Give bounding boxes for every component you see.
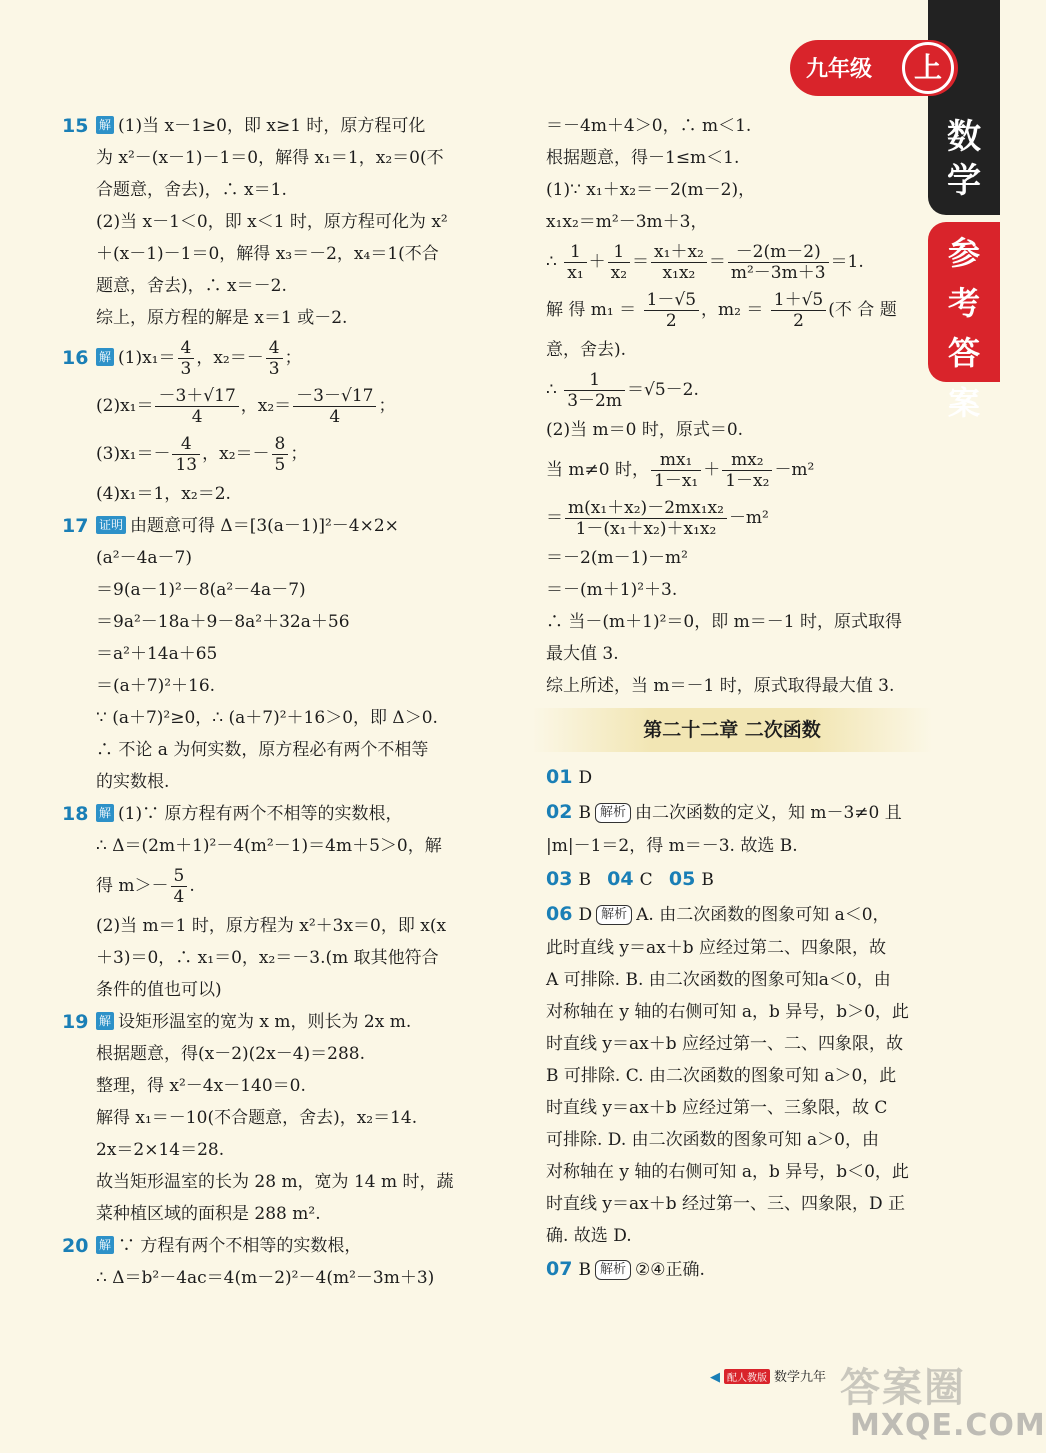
- watermark-text: 答案圈: [840, 1365, 966, 1411]
- fraction: [266, 338, 283, 379]
- denominator: 13: [175, 455, 198, 475]
- denominator: 2: [793, 311, 804, 331]
- fraction: [564, 370, 625, 411]
- math-text: ＋: [588, 252, 606, 272]
- math-text: －m²: [728, 508, 769, 528]
- answer-line: 最大值 3.: [546, 644, 619, 664]
- fraction: [651, 450, 701, 491]
- answer-line: 设矩形温室的宽为 x m，则长为 2x m.: [118, 1012, 412, 1032]
- denominator: 4: [329, 407, 341, 427]
- fraction: [171, 866, 188, 907]
- section-tab: [928, 222, 1000, 422]
- answer-line: 菜种植区域的面积是 288 m².: [96, 1204, 321, 1224]
- denominator: x₁x₂: [662, 263, 696, 283]
- choice: D: [578, 905, 593, 925]
- answer-line: ∵ 方程有两个不相等的实数根，: [118, 1236, 362, 1256]
- answer-02: [546, 795, 916, 830]
- answer-line: ＝a²＋14a＋65: [96, 644, 218, 664]
- edition-badge: 配人教版: [724, 1369, 770, 1384]
- answer-line: ∵ (a＋7)²≥0，∴ (a＋7)²＋16＞0，即 Δ＞0.: [96, 708, 438, 728]
- answer-line: (2)当 m＝1 时，原方程为 x²＋3x＝0，即 x(x: [96, 916, 447, 936]
- denominator: x₁: [567, 263, 584, 283]
- subject-tab: [928, 0, 1000, 215]
- analysis-text: ②④正确.: [634, 1260, 705, 1280]
- fraction: [564, 242, 586, 283]
- question-number: 17: [62, 515, 89, 537]
- answer-line: ∴ Δ＝b²－4ac＝4(m－2)²－4(m²－3m＋3): [96, 1268, 435, 1288]
- fraction-equation: [546, 494, 916, 542]
- fraction: [565, 498, 727, 539]
- answer-line: 条件的值也可以): [96, 980, 222, 1000]
- denominator: 3: [268, 359, 280, 379]
- math-text: .: [189, 876, 195, 896]
- fraction: [272, 434, 289, 475]
- numerator: 8: [272, 434, 289, 455]
- numerator: 1: [608, 242, 630, 263]
- math-text: ，m₂ ＝: [701, 300, 769, 320]
- math-text: (1)x₁＝: [118, 348, 176, 368]
- solution-tag: 解: [96, 804, 114, 822]
- math-text: －m²: [774, 460, 815, 480]
- left-column: [62, 110, 496, 1294]
- answer-06: [546, 897, 916, 932]
- math-text: ＝: [546, 508, 563, 528]
- solution-tag: 解: [96, 1012, 114, 1030]
- fraction: [155, 386, 238, 427]
- answer-line: (1)∵ 原方程有两个不相等的实数根，: [118, 804, 403, 824]
- numerator: 1: [564, 370, 625, 391]
- math-text: ∴: [546, 380, 563, 400]
- answer-line: ＋(x－1)－1＝0，解得 x₃＝－2，x₄＝1(不合: [96, 244, 439, 264]
- answer-line: 对称轴在 y 轴的右侧可知 a，b 异号，b＞0，此: [546, 1002, 909, 1022]
- math-text: (2)x₁＝: [96, 396, 154, 416]
- denominator: 2: [665, 311, 677, 331]
- math-text: 当 m≠0 时，: [546, 460, 649, 480]
- analysis-text: 由二次函数的定义，知 m－3≠0 且: [634, 803, 902, 823]
- denominator: m²－3m＋3: [730, 263, 826, 283]
- question-number: 15: [62, 115, 89, 137]
- choice: B: [578, 870, 591, 890]
- answer-line: 为 x²－(x－1)－1＝0，解得 x₁＝1，x₂＝0(不: [96, 148, 444, 168]
- question-number: 07: [546, 1258, 573, 1280]
- math-text: ，x₂＝－: [196, 348, 264, 368]
- fraction: [608, 242, 630, 283]
- math-text: ；: [378, 396, 396, 416]
- fraction-equation: [546, 366, 916, 414]
- numerator: 4: [178, 338, 195, 359]
- fraction-equation: [546, 446, 916, 494]
- math-text: (3)x₁＝－: [96, 444, 171, 464]
- denominator: 3: [180, 359, 192, 379]
- term-label: 上: [902, 42, 954, 94]
- math-text: ，x₂＝: [240, 396, 292, 416]
- analysis-tag: 解析: [595, 803, 631, 823]
- analysis-tag: 解析: [596, 905, 632, 925]
- question-17: [62, 510, 496, 798]
- watermark-url: MXQE.COM: [850, 1408, 1046, 1443]
- fraction: [293, 386, 376, 427]
- fraction-equation: [546, 238, 916, 286]
- math-text: ＋: [703, 460, 721, 480]
- numerator: 1: [564, 242, 586, 263]
- numerator: 1＋√5: [771, 290, 826, 311]
- solution-tag: 解: [96, 116, 114, 134]
- choice: B: [578, 803, 591, 823]
- question-number: 16: [62, 347, 89, 369]
- numerator: －3＋√17: [155, 386, 238, 407]
- question-number: 18: [62, 803, 89, 825]
- math-text: 得 m＞－: [96, 876, 169, 896]
- answer-line: 整理，得 x²－4x－140＝0.: [96, 1076, 306, 1096]
- answer-03-05: [546, 862, 916, 897]
- math-text: ＝1.: [830, 252, 864, 272]
- answer-line: 此时直线 y＝ax＋b 应经过第二、四象限，故: [546, 938, 887, 958]
- question-20: [62, 1230, 496, 1294]
- answer-line: 意，舍去).: [546, 340, 627, 360]
- denominator: 1－x₁: [654, 471, 699, 491]
- answer-line: 的实数根.: [96, 772, 170, 792]
- proof-tag: 证明: [96, 516, 126, 534]
- answer-line: (1)∵ x₁＋x₂＝－2(m－2)，: [546, 180, 756, 200]
- numerator: mx₂: [722, 450, 772, 471]
- fraction: [651, 242, 707, 283]
- question-number: 02: [546, 801, 573, 823]
- subject-label: 数学: [947, 117, 981, 201]
- solution-tag: 解: [96, 1236, 114, 1254]
- question-number: 20: [62, 1235, 89, 1257]
- denominator: 1－x₂: [725, 471, 770, 491]
- denominator: 3－2m: [567, 391, 622, 411]
- analysis-tag: 解析: [595, 1260, 631, 1280]
- answer-line: ＝－2(m－1)－m²: [546, 548, 688, 568]
- math-text: ；: [284, 348, 302, 368]
- question-number: 03: [546, 868, 573, 890]
- answer-line: ＝－4m＋4＞0，∴ m＜1.: [546, 116, 752, 136]
- answer-line: x₁x₂＝m²－3m＋3，: [546, 212, 708, 232]
- fraction: [644, 290, 699, 331]
- numerator: mx₁: [651, 450, 701, 471]
- answer-line: 综上，原方程的解是 x＝1 或－2.: [96, 308, 348, 328]
- answer-line: (1)当 x－1≥0，即 x≥1 时，原方程可化: [118, 116, 426, 136]
- answer-line: ∴ 当－(m＋1)²＝0，即 m＝－1 时，原式取得: [546, 612, 902, 632]
- answer-07: [546, 1252, 916, 1287]
- math-text: ＝√5－2.: [627, 380, 699, 400]
- answer-line: 时直线 y＝ax＋b 应经过第一、三象限，故 C: [546, 1098, 888, 1118]
- chapter-heading: 第二十二章 二次函数: [532, 708, 932, 752]
- answer-line: (4)x₁＝1，x₂＝2.: [96, 484, 231, 504]
- answer-line: B 可排除. C. 由二次函数的图象可知 a＞0，此: [546, 1066, 897, 1086]
- question-number: 06: [546, 903, 573, 925]
- answer-line: (2)当 x－1＜0，即 x＜1 时，原方程可化为 x²: [96, 212, 448, 232]
- answer-line: ＝9(a－1)²－8(a²－4a－7): [96, 580, 306, 600]
- answer-line: ∴ 不论 a 为何实数，原方程必有两个不相等: [96, 740, 429, 760]
- fraction: [722, 450, 772, 491]
- answer-line: ∴ Δ＝(2m＋1)²－4(m²－1)＝4m＋5＞0，解: [96, 836, 442, 856]
- answer-line: ＝(a＋7)²＋16.: [96, 676, 216, 696]
- fraction: [771, 290, 826, 331]
- answer-line: (2)当 m＝0 时，原式＝0.: [546, 420, 744, 440]
- numerator: －3－√17: [293, 386, 376, 407]
- footer-text: 数学九年: [774, 1370, 827, 1385]
- answer-line: ＝－(m＋1)²＋3.: [546, 580, 678, 600]
- right-column: [546, 110, 916, 1287]
- denominator: 4: [191, 407, 203, 427]
- math-text: ，x₂＝－: [202, 444, 270, 464]
- answer-line: 综上所述，当 m＝－1 时，原式取得最大值 3.: [546, 676, 895, 696]
- question-number: 19: [62, 1011, 89, 1033]
- denominator: 1－(x₁＋x₂)＋x₁x₂: [575, 519, 717, 539]
- answer-line: 由题意可得 Δ＝[3(a－1)]²－4×2×: [130, 516, 399, 536]
- fraction: [178, 338, 195, 379]
- page-footer: [710, 1366, 826, 1385]
- math-text: ＝: [632, 252, 650, 272]
- denominator: 5: [274, 455, 286, 475]
- answer-line: (a²－4a－7): [96, 548, 192, 568]
- answer-line: 确. 故选 D.: [546, 1226, 632, 1246]
- choice: D: [578, 768, 593, 788]
- choice: C: [639, 870, 653, 890]
- fraction: [728, 242, 829, 283]
- answer-line: 可排除. D. 由二次函数的图象可知 a＞0，由: [546, 1130, 879, 1150]
- answer-line: 时直线 y＝ax＋b 经过第一、三、四象限，D 正: [546, 1194, 906, 1214]
- answer-line: 根据题意，得－1≤m＜1.: [546, 148, 740, 168]
- answer-line: 合题意，舍去)，∴ x＝1.: [96, 180, 287, 200]
- answer-line: ＝9a²－18a＋9－8a²＋32a＋56: [96, 612, 350, 632]
- numerator: －2(m－2): [728, 242, 829, 263]
- denominator: x₂: [610, 263, 628, 283]
- answer-01: [546, 760, 916, 795]
- answer-line: 解得 x₁＝－10(不合题意，舍去)，x₂＝14.: [96, 1108, 418, 1128]
- question-19: [62, 1006, 496, 1230]
- question-18: [62, 798, 496, 1006]
- analysis-text: A. 由二次函数的图象可知 a＜0，: [636, 905, 890, 925]
- answer-line: A 可排除. B. 由二次函数的图象可知a＜0，由: [546, 970, 891, 990]
- answer-line: 根据题意，得(x－2)(2x－4)＝288.: [96, 1044, 366, 1064]
- numerator: 1－√5: [644, 290, 699, 311]
- section-label: 参考答案: [947, 234, 980, 422]
- question-number: 05: [668, 868, 696, 890]
- numerator: 5: [171, 866, 188, 887]
- arrow-left-icon: ◀: [710, 1370, 720, 1385]
- numerator: x₁＋x₂: [651, 242, 707, 263]
- answer-line: ＋3)＝0，∴ x₁＝0，x₂＝－3.(m 取其他符合: [96, 948, 439, 968]
- answer-line: 时直线 y＝ax＋b 应经过第一、二、四象限，故: [546, 1034, 904, 1054]
- numerator: 4: [172, 434, 200, 455]
- choice: B: [578, 1260, 591, 1280]
- question-16: [62, 334, 496, 510]
- answer-line: 故当矩形温室的长为 28 m，宽为 14 m 时，蔬: [96, 1172, 454, 1192]
- math-text: (不 合 题: [828, 300, 897, 320]
- answer-line: 2x＝2×14＝28.: [96, 1140, 225, 1160]
- answer-line: |m|－1＝2，得 m＝－3. 故选 B.: [546, 836, 798, 856]
- solution-tag: 解: [96, 348, 114, 366]
- math-text: ；: [290, 444, 308, 464]
- grade-label: 九年级: [806, 57, 873, 82]
- question-15: [62, 110, 496, 334]
- grade-badge: [790, 40, 958, 96]
- answer-line: 对称轴在 y 轴的右侧可知 a，b 异号，b＜0，此: [546, 1162, 909, 1182]
- math-text: ＝: [708, 252, 726, 272]
- fraction: [172, 434, 200, 475]
- question-number: 01: [546, 766, 573, 788]
- answer-line: 题意，舍去)，∴ x＝－2.: [96, 276, 287, 296]
- numerator: m(x₁＋x₂)－2mx₁x₂: [565, 498, 727, 519]
- denominator: 4: [173, 887, 185, 907]
- choice: B: [701, 870, 714, 890]
- fraction-equation: [546, 286, 916, 334]
- watermark-logo: [840, 1356, 1046, 1450]
- math-text: ∴: [546, 252, 563, 272]
- numerator: 4: [266, 338, 283, 359]
- math-text: 解 得 m₁ ＝: [546, 300, 642, 320]
- question-number: 04: [607, 868, 634, 890]
